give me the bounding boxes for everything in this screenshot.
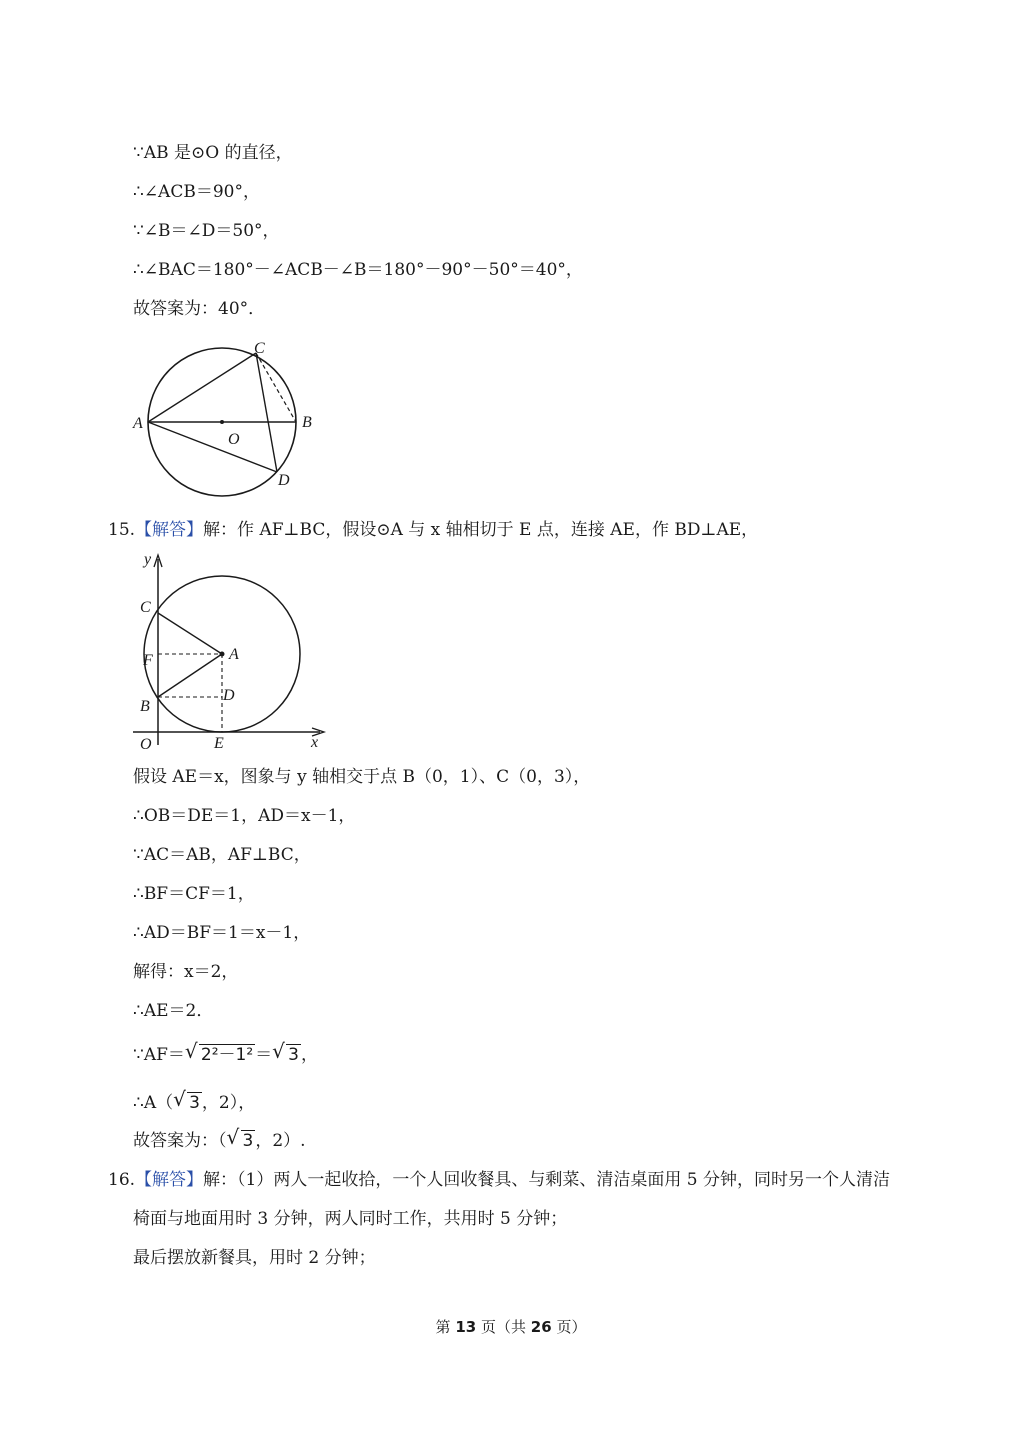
q14-line-2: ∴∠ACB＝90°， bbox=[133, 182, 260, 202]
footer-total-pages: 26 bbox=[530, 1318, 552, 1336]
center-o-dot bbox=[220, 420, 224, 424]
segment-ba bbox=[158, 654, 222, 697]
label-c: C bbox=[254, 340, 265, 357]
segment-cd bbox=[256, 353, 277, 472]
q15-line-5: ∴AD＝BF＝1＝x－1， bbox=[133, 923, 311, 943]
q15-line-1: 假设 AE＝x，图象与 y 轴相交于点 B（0，1）、C（0，3）， bbox=[133, 767, 591, 787]
l8-mid: ＝ bbox=[255, 1045, 273, 1065]
q16-number: 16. bbox=[108, 1170, 136, 1190]
q15-answer-tag: 【解答】 bbox=[135, 520, 204, 540]
footer-mid: 页（共 bbox=[480, 1318, 526, 1336]
q15-line-3: ∵AC＝AB，AF⊥BC， bbox=[133, 845, 311, 865]
q15-header bbox=[108, 519, 758, 541]
radicand-1: 2²－1² bbox=[200, 1045, 254, 1065]
l8-post: ， bbox=[300, 1045, 318, 1065]
q14-line-4: ∴∠BAC＝180°－∠ACB－∠B＝180°－90°－50°＝40°， bbox=[133, 260, 583, 280]
center-a-dot bbox=[220, 652, 225, 657]
label-o: O bbox=[140, 736, 152, 753]
label-a: A bbox=[133, 415, 143, 432]
footer-post: 页） bbox=[556, 1318, 587, 1336]
q16-header bbox=[108, 1169, 890, 1191]
label-a: A bbox=[229, 646, 239, 663]
q16-answer-tag: 【解答】 bbox=[135, 1170, 204, 1190]
q15-line-4: ∴BF＝CF＝1， bbox=[133, 884, 255, 904]
radicand-2: 3 bbox=[288, 1045, 299, 1065]
label-f: F bbox=[143, 652, 153, 669]
q15-line-6: 解得：x＝2， bbox=[133, 962, 239, 982]
radicand-3: 3 bbox=[189, 1093, 200, 1113]
label-o: O bbox=[228, 431, 240, 448]
l10-pre: 故答案为：（ bbox=[133, 1131, 227, 1151]
sqrt-expression-3: √ 3 bbox=[173, 1087, 200, 1113]
q14-line-5: 故答案为：40°． bbox=[133, 299, 266, 319]
sqrt-expression-1: √ 2²－1² bbox=[184, 1039, 254, 1065]
label-c: C bbox=[140, 599, 151, 616]
segment-ac bbox=[148, 353, 256, 422]
radicand-4: 3 bbox=[242, 1131, 254, 1151]
q15-line-8 bbox=[133, 1039, 318, 1066]
sqrt-expression-2: √ 3 bbox=[272, 1039, 299, 1065]
label-y: y bbox=[144, 551, 152, 568]
label-b: B bbox=[302, 414, 312, 431]
segment-ad bbox=[148, 422, 277, 472]
q14-circle-figure bbox=[130, 335, 330, 500]
q14-line-1: ∵AB 是⊙O 的直径， bbox=[133, 143, 293, 163]
label-e: E bbox=[214, 735, 224, 752]
segment-ca bbox=[158, 613, 222, 654]
footer-pre: 第 bbox=[435, 1318, 451, 1336]
q15-line-7: ∴AE＝2． bbox=[133, 1001, 214, 1021]
label-d: D bbox=[223, 687, 235, 704]
q15-number: 15. bbox=[108, 520, 136, 540]
l10-post: ，2）. bbox=[255, 1131, 306, 1151]
sqrt-expression-4: √ 3 bbox=[226, 1125, 254, 1151]
q16-line-3: 最后摆放新餐具，用时 2 分钟； bbox=[133, 1248, 376, 1268]
l9-pre: ∴A（ bbox=[133, 1093, 174, 1113]
page-footer bbox=[0, 1316, 1022, 1337]
label-x: x bbox=[311, 734, 319, 751]
l9-post: ，2）， bbox=[201, 1093, 256, 1113]
q15-coordinate-figure bbox=[130, 545, 330, 755]
label-d: D bbox=[278, 472, 290, 489]
q14-line-3: ∵∠B＝∠D＝50°， bbox=[133, 221, 280, 241]
q16-line-2: 椅面与地面用时 3 分钟，两人同时工作，共用时 5 分钟； bbox=[133, 1209, 568, 1229]
q15-line-9 bbox=[133, 1087, 256, 1114]
q15-line-10 bbox=[133, 1125, 306, 1152]
q15-line-2: ∴OB＝DE＝1，AD＝x－1， bbox=[133, 806, 356, 826]
q15-head-text: 解：作 AF⊥BC，假设⊙A 与 x 轴相切于 E 点，连接 AE，作 BD⊥AE， bbox=[203, 520, 759, 540]
l8-pre: ∵AF＝ bbox=[133, 1045, 185, 1065]
label-b: B bbox=[140, 698, 150, 715]
q16-line-1: 解：（1）两人一起收拾，一个人回收餐具、与剩菜、清洁桌面用 5 分钟，同时另一个人清洁 bbox=[203, 1170, 890, 1190]
footer-page-number: 13 bbox=[455, 1318, 477, 1336]
